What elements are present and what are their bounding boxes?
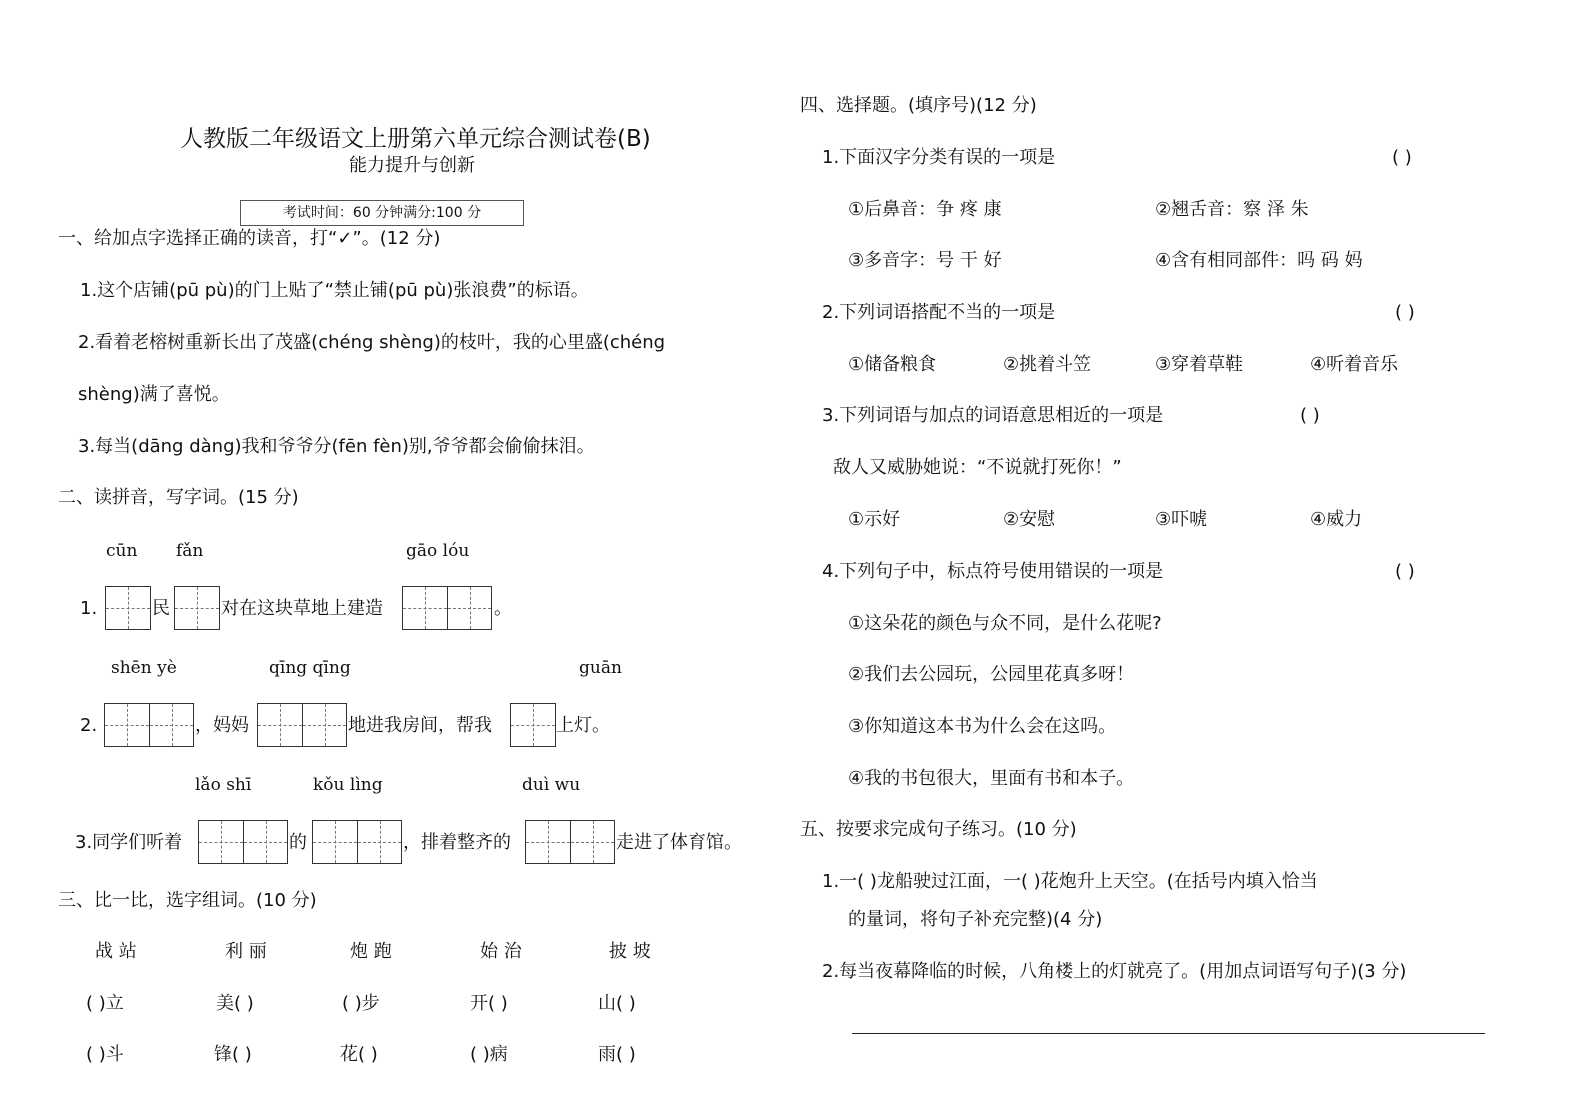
sentence-text: 的 <box>289 832 307 853</box>
option: ①储备粮食 <box>848 354 937 375</box>
option: ③穿着草鞋 <box>1155 354 1244 375</box>
question-text: 4.下列句子中，标点符号使用错误的一项是 <box>822 561 1164 582</box>
example-sentence: 敌人又威胁她说：“不说就打死你！” <box>833 457 1122 478</box>
section4-heading: 四、选择题。(填序号)(12 分) <box>800 95 1037 116</box>
word-blank[interactable]: ( )病 <box>470 1044 508 1065</box>
writing-grid[interactable] <box>312 820 402 864</box>
option: ③你知道这本书为什么会在这吗。 <box>848 716 1117 737</box>
answer-blank[interactable]: ( ) <box>1395 561 1415 582</box>
option: ④含有相同部件：吗 码 妈 <box>1155 250 1363 271</box>
section5-heading: 五、按要求完成句子练习。(10 分) <box>800 819 1077 840</box>
section1-heading: 一、给加点字选择正确的读音，打“✓”。(12 分) <box>58 228 441 249</box>
section2-heading: 二、读拼音，写字词。(15 分) <box>58 487 299 508</box>
pinyin: guān <box>579 658 622 678</box>
word-blank[interactable]: 开( ) <box>470 993 508 1014</box>
pinyin: cūn <box>106 541 138 561</box>
sentence-text: 走进了体育馆。 <box>616 832 742 853</box>
char-pair: 战 站 <box>95 941 137 962</box>
sentence-text: 地进我房间，帮我 <box>348 715 492 736</box>
word-blank[interactable]: ( )步 <box>342 993 380 1014</box>
pinyin: kǒu lìng <box>313 775 383 795</box>
answer-line[interactable] <box>852 1033 1485 1034</box>
pinyin: gāo lóu <box>406 541 470 561</box>
option: ②翘舌音：察 泽 朱 <box>1155 199 1309 220</box>
writing-grid[interactable] <box>105 586 151 630</box>
char-pair: 炮 跑 <box>350 941 392 962</box>
option: ②我们去公园玩，公园里花真多呀！ <box>848 664 1135 685</box>
writing-grid[interactable] <box>402 586 492 630</box>
question-text: 2.每当夜幕降临的时候，八角楼上的灯就亮了。(用加点词语写句子)(3 分) <box>822 961 1407 982</box>
writing-grid[interactable] <box>257 703 347 747</box>
sentence-text: ，排着整齐的 <box>403 832 511 853</box>
page-subtitle: 能力提升与创新 <box>349 155 475 176</box>
sentence-text: 民 <box>152 598 170 619</box>
word-blank[interactable]: 美( ) <box>216 993 254 1014</box>
option: ②安慰 <box>1003 509 1056 530</box>
option: ④听着音乐 <box>1310 354 1399 375</box>
sentence-text: 对在这块草地上建造 <box>221 598 383 619</box>
option: ①示好 <box>848 509 901 530</box>
row-number: 1. <box>80 598 98 619</box>
sentence-text: 3.同学们听着 <box>75 832 183 853</box>
section1-q3: 3.每当(dāng dàng)我和爷爷分(fēn fèn)别,爷爷都会偷偷抹泪。 <box>78 436 595 457</box>
word-blank[interactable]: 雨( ) <box>598 1044 636 1065</box>
page-title: 人教版二年级语文上册第六单元综合测试卷(B) <box>180 126 651 152</box>
writing-grid[interactable] <box>174 586 220 630</box>
char-pair: 始 治 <box>480 941 522 962</box>
section3-heading: 三、比一比，选字组词。(10 分) <box>58 890 317 911</box>
row-number: 2. <box>80 715 98 736</box>
section1-q2: 2.看着老榕树重新长出了茂盛(chéng shèng)的枝叶，我的心里盛(chéng <box>78 332 666 353</box>
question-text: 3.下列词语与加点的词语意思相近的一项是 <box>822 405 1164 426</box>
word-blank[interactable]: 花( ) <box>340 1044 378 1065</box>
question-text: 1.下面汉字分类有误的一项是 <box>822 147 1056 168</box>
pinyin: lǎo shī <box>195 775 252 795</box>
option: ③吓唬 <box>1155 509 1208 530</box>
option: ④我的书包很大，里面有书和本子。 <box>848 768 1135 789</box>
answer-blank[interactable]: ( ) <box>1300 405 1320 426</box>
question-text: 1.一( )龙船驶过江面，一( )花炮升上天空。(在括号内填入恰当 <box>822 871 1318 892</box>
option: ①这朵花的颜色与众不同，是什么花呢? <box>848 613 1162 634</box>
writing-grid[interactable] <box>525 820 615 864</box>
word-blank[interactable]: 锋( ) <box>214 1044 252 1065</box>
word-blank[interactable]: 山( ) <box>598 993 636 1014</box>
word-blank[interactable]: ( )立 <box>86 993 124 1014</box>
option: ①后鼻音：争 疼 康 <box>848 199 1002 220</box>
sentence-text: 。 <box>494 598 512 619</box>
pinyin: shēn yè <box>111 658 177 678</box>
word-blank[interactable]: ( )斗 <box>86 1044 124 1065</box>
question-text: 2.下列词语搭配不当的一项是 <box>822 302 1056 323</box>
option: ②挑着斗笠 <box>1003 354 1092 375</box>
exam-info-box: 考试时间：60 分钟满分:100 分 <box>240 200 524 226</box>
char-pair: 披 坡 <box>609 941 651 962</box>
writing-grid[interactable] <box>104 703 194 747</box>
sentence-text: ，妈妈 <box>195 715 249 736</box>
question-text-cont: 的量词，将句子补充完整)(4 分) <box>848 909 1103 930</box>
option: ③多音字：号 干 好 <box>848 250 1002 271</box>
pinyin: qīng qīng <box>269 658 351 678</box>
answer-blank[interactable]: ( ) <box>1395 302 1415 323</box>
writing-grid[interactable] <box>510 703 556 747</box>
char-pair: 利 丽 <box>225 941 267 962</box>
section1-q1: 1.这个店铺(pū pù)的门上贴了“禁止铺(pū pù)张浪费”的标语。 <box>80 280 589 301</box>
sentence-text: 上灯。 <box>556 715 610 736</box>
pinyin: duì wu <box>522 775 581 795</box>
section1-q2-cont: shèng)满了喜悦。 <box>78 384 230 405</box>
option: ④威力 <box>1310 509 1363 530</box>
writing-grid[interactable] <box>198 820 288 864</box>
answer-blank[interactable]: ( ) <box>1392 147 1412 168</box>
pinyin: fǎn <box>176 541 204 561</box>
